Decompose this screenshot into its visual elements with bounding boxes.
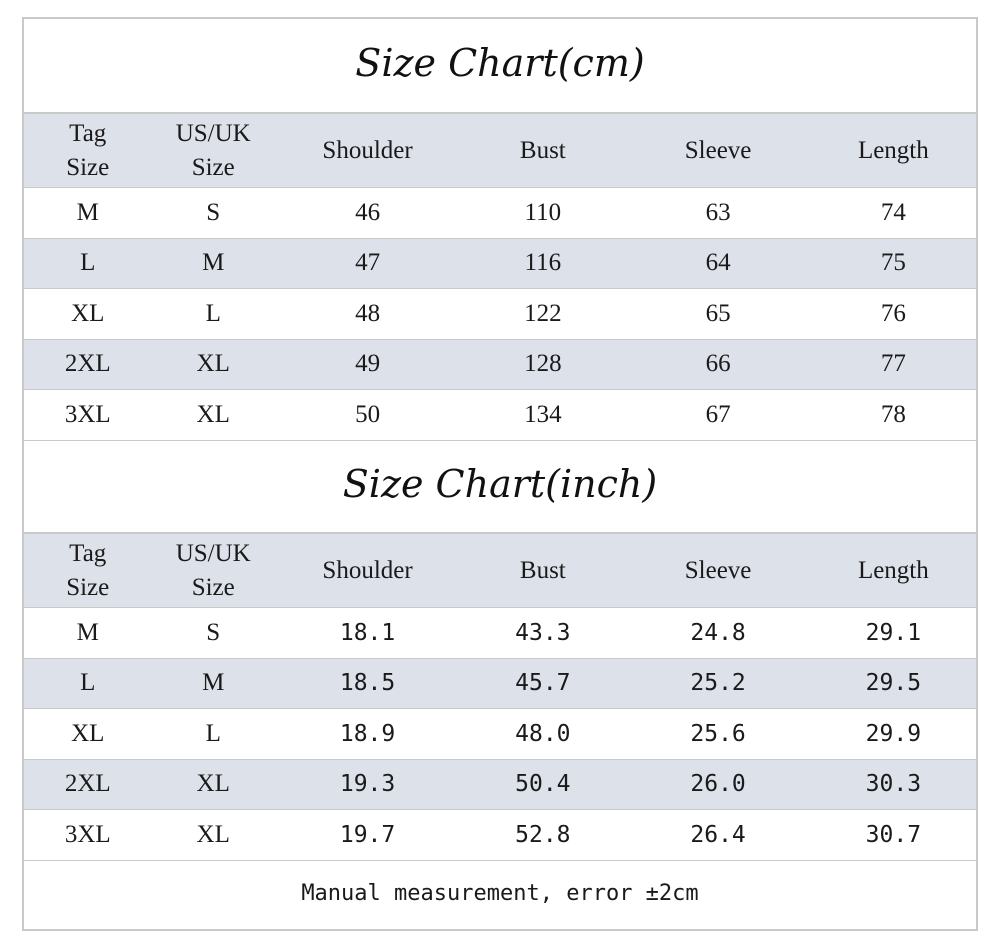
inch-header-shoulder: Shoulder — [322, 556, 413, 584]
inch-table-row — [24, 760, 976, 811]
cm-cell-shoulder: 49 — [355, 350, 381, 378]
cm-header-sleeve: Sleeve — [684, 136, 752, 164]
cm-cell-us-uk-size: XL — [196, 400, 230, 428]
inch-cell-sleeve: 26.0 — [690, 771, 746, 798]
size-chart-frame — [22, 17, 978, 931]
inch-cell-us-uk-size: S — [206, 618, 221, 646]
cm-cell-length: 76 — [880, 299, 906, 327]
cm-cell-length: 77 — [880, 350, 906, 378]
inch-cell-tag-size: M — [76, 618, 99, 646]
cm-header-length: Length — [857, 136, 929, 164]
inch-cell-shoulder: 19.3 — [339, 771, 396, 798]
cm-cell-length: 74 — [880, 198, 906, 226]
cm-cell-shoulder: 47 — [355, 249, 381, 277]
inch-cell-length: 30.3 — [865, 771, 922, 798]
cm-table-row — [24, 390, 976, 441]
inch-cell-bust: 48.0 — [515, 720, 571, 747]
inch-table-row — [24, 810, 976, 861]
measurement-footnote: Manual measurement, error ±2cm — [301, 881, 699, 906]
cm-cell-sleeve: 65 — [705, 299, 731, 327]
cm-cell-bust: 128 — [524, 350, 562, 378]
cm-cell-us-uk-size: M — [202, 249, 225, 277]
inch-cell-bust: 43.3 — [515, 619, 571, 646]
cm-cell-sleeve: 64 — [705, 249, 731, 277]
cm-cell-shoulder: 48 — [355, 299, 381, 327]
inch-cell-us-uk-size: L — [205, 719, 221, 747]
cm-cell-sleeve: 67 — [705, 400, 731, 428]
inch-cell-length: 29.5 — [865, 670, 922, 697]
cm-table-row — [24, 340, 976, 391]
inch-cell-us-uk-size: XL — [196, 820, 230, 848]
inch-header-tag-size: Tag Size — [66, 539, 110, 601]
inch-table-row — [24, 608, 976, 659]
cm-chart-title: Size Chart(cm) — [355, 41, 645, 85]
inch-cell-shoulder: 18.1 — [339, 619, 396, 646]
cm-table-row — [24, 289, 976, 340]
cm-table-row — [24, 188, 976, 239]
inch-cell-us-uk-size: M — [202, 669, 225, 697]
cm-header-tag-size: Tag Size — [66, 119, 110, 181]
cm-cell-us-uk-size: S — [206, 198, 221, 226]
inch-cell-sleeve: 26.4 — [690, 821, 746, 848]
cm-cell-tag-size: L — [80, 249, 96, 277]
cm-cell-length: 75 — [880, 249, 906, 277]
cm-cell-shoulder: 46 — [355, 198, 381, 226]
cm-cell-tag-size: 3XL — [64, 400, 111, 428]
inch-table-header-row — [24, 532, 976, 608]
cm-cell-bust: 134 — [524, 400, 562, 428]
inch-cell-sleeve: 24.8 — [690, 619, 746, 646]
inch-cell-length: 29.9 — [865, 720, 922, 747]
cm-cell-us-uk-size: XL — [196, 350, 230, 378]
inch-cell-tag-size: 2XL — [64, 770, 111, 798]
inch-header-bust: Bust — [519, 556, 566, 584]
inch-cell-tag-size: L — [80, 669, 96, 697]
inch-cell-length: 30.7 — [865, 821, 922, 848]
cm-cell-tag-size: XL — [71, 299, 105, 327]
cm-cell-tag-size: 2XL — [64, 350, 111, 378]
inch-cell-shoulder: 18.9 — [339, 720, 396, 747]
cm-cell-bust: 110 — [524, 198, 562, 226]
cm-cell-bust: 116 — [524, 249, 562, 277]
cm-cell-us-uk-size: L — [205, 299, 221, 327]
inch-header-us-uk-size: US/UK Size — [175, 539, 251, 601]
cm-size-table — [24, 112, 976, 441]
cm-table-header-row — [24, 112, 976, 188]
cm-cell-shoulder: 50 — [355, 400, 381, 428]
cm-cell-sleeve: 63 — [705, 198, 731, 226]
inch-cell-sleeve: 25.2 — [690, 670, 746, 697]
inch-cell-sleeve: 25.6 — [690, 720, 746, 747]
inch-cell-tag-size: 3XL — [64, 820, 111, 848]
inch-cell-us-uk-size: XL — [196, 770, 230, 798]
inch-size-table — [24, 532, 976, 861]
inch-cell-bust: 45.7 — [515, 670, 571, 697]
cm-cell-bust: 122 — [524, 299, 562, 327]
inch-table-row — [24, 659, 976, 710]
inch-chart-title: Size Chart(inch) — [342, 462, 658, 506]
cm-header-us-uk-size: US/UK Size — [175, 119, 251, 181]
inch-cell-length: 29.1 — [865, 619, 922, 646]
inch-cell-bust: 52.8 — [515, 821, 571, 848]
cm-cell-length: 78 — [880, 400, 906, 428]
inch-cell-tag-size: XL — [71, 719, 105, 747]
cm-header-shoulder: Shoulder — [322, 136, 413, 164]
inch-cell-bust: 50.4 — [515, 771, 571, 798]
inch-cell-shoulder: 18.5 — [339, 670, 396, 697]
cm-cell-sleeve: 66 — [705, 350, 731, 378]
cm-cell-tag-size: M — [76, 198, 99, 226]
inch-header-length: Length — [857, 556, 929, 584]
inch-cell-shoulder: 19.7 — [339, 821, 396, 848]
cm-header-bust: Bust — [519, 136, 566, 164]
inch-header-sleeve: Sleeve — [684, 556, 752, 584]
inch-table-row — [24, 709, 976, 760]
cm-table-row — [24, 239, 976, 290]
